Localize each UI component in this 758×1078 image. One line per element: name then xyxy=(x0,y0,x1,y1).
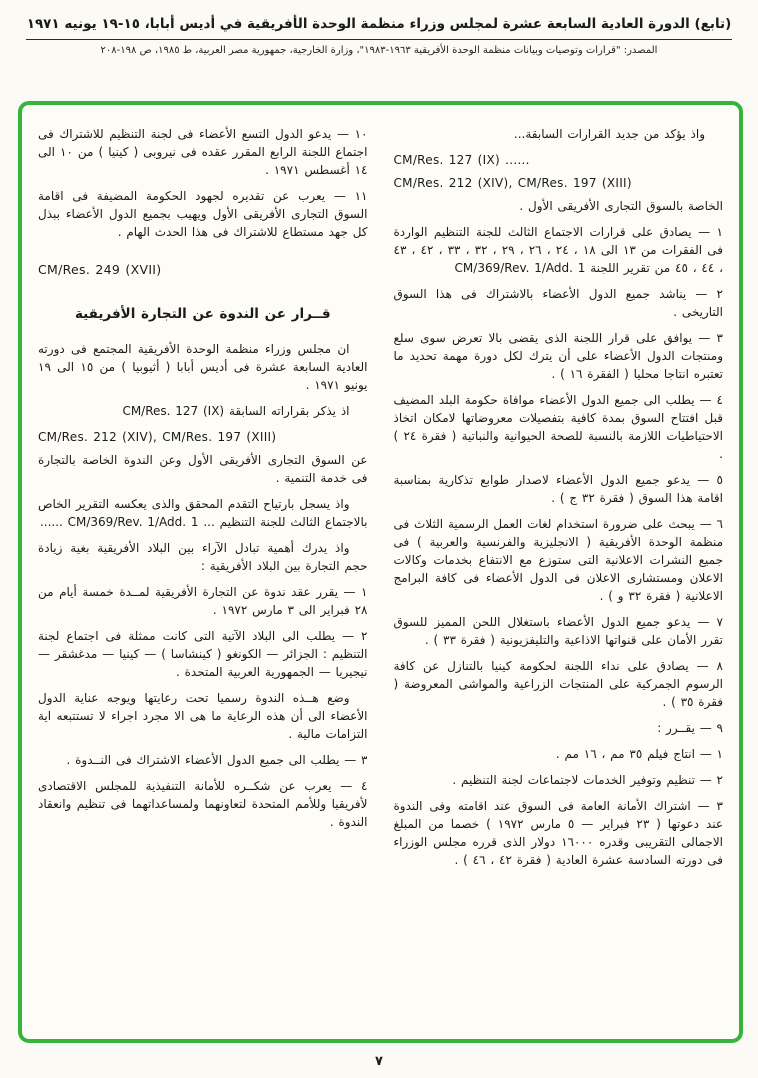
paragraph: عن السوق التجارى الأفريقى الأول وعن الندوة الخاصة بالتجارة فى خدمة التنمية . xyxy=(38,453,368,485)
source-citation: المصدر: "قرارات وتوصيات وبيانات منظمة الوحدة الأفريقية ١٩٦٣-١٩٨٣"، وزارة الخارجية، جمهورية مصر العربية، ط ١٩٨٥، ص ١٩٨-٢٠٨ xyxy=(100,45,658,56)
paragraph: ان مجلس وزراء منظمة الوحدة الأفريقية المجتمع فى دورته العادية السابعة عشرة فى أديس أبابا ( أثيوبيا ) من ١٥ الى ١٩ يونيو ١٩٧١ . xyxy=(38,342,368,392)
paragraph: واذ يدرك أهمية تبادل الآراء بين البلاد الأفريقية بغية زيادة حجم التجارة بين البلاد الأفريقية : xyxy=(38,541,368,573)
paragraph: واذ يؤكد من جديد القرارات السابقة... xyxy=(513,127,705,141)
paragraph: ٢ — تنظيم وتوفير الخدمات لاجتماعات لجنة التنظيم . xyxy=(452,773,723,787)
paragraph: واذ يسجل بارتياح التقدم المحقق والذى يعكسه التقرير الخاص بالاجتماع الثالث للجنة التنظيم ... CM/369/Rev. 1/Add. 1 ...... xyxy=(38,497,368,529)
column-left xyxy=(38,125,368,1027)
paragraph: ٢ — يناشد جميع الدول الأعضاء بالاشتراك فى هذا السوق التاريخى . xyxy=(393,287,723,319)
page-number: ٧ xyxy=(375,1054,383,1069)
paragraph: ٦ — يبحث على ضرورة استخدام لغات العمل الرسمية الثلاث فى منظمة الوحدة الأفريقية ( الانجليزية والفرنسية والعربية ) فى جميع النشرات الاعلانية التى ستوزع مع الانتفاع بخدمات وكالات الاعلان ومستشارى الاعلان فى الدول الأعضاء فى كافة البرامج الاعلانية ( فقرة ٣٢ و ) . xyxy=(393,517,723,603)
paragraph: وضع هــذه الندوة رسميا تحت رعايتها ويوجه عناية الدول الأعضاء الى أن هذه الرعاية ما هى الا مجرد اجراء لا تستتبعه اية التزامات مالية . xyxy=(38,691,368,741)
paragraph: ٧ — يدعو جميع الدول الأعضاء باستغلال اللحن المميز للسوق تقرر الأمان على قنواتها الاذاعية والتليفزيونية ( فقرة ٣٣ ) . xyxy=(393,615,723,647)
resolution-reference: CM/Res. 212 (XIV), CM/Res. 197 (XIII) xyxy=(393,176,632,190)
document-title: (تابع) الدورة العادية السابعة عشرة لمجلس وزراء منظمة الوحدة الأفريقية في أديس أبابا، ١٥-١٩ يونيه ١٩٧١ xyxy=(26,16,732,32)
column-right xyxy=(394,125,724,1027)
paragraph: ٣ — اشتراك الأمانة العامة فى السوق عند اقامته وفى الندوة عند دعوتها ( ٢٣ فبراير — ٥ مارس ١٩٧٢ ) خصما من المبلغ الاجمالى التقريبى وقدره ١٦٠٠٠ دولار الذى قرره مجلس الوزراء فى دورته السادسة عشرة العادية ( فقرة ٤٢ ، ٤٦ ) . xyxy=(393,799,724,867)
paragraph: ٩ — يقــرر : xyxy=(657,721,723,735)
header-divider xyxy=(26,39,732,40)
paragraph: ٥ — يدعو جميع الدول الأعضاء لاصدار طوابع تذكارية بمناسبة اقامة هذا السوق ( فقرة ٣٢ ج ) . xyxy=(393,473,723,505)
paragraph: ٣ — يوافق على قرار اللجنة الذى يقضى بالا تعرض سوى سلع ومنتجات الدول الأعضاء على أن يترك لكل دورة مهمة تحديد ما تعتبره انتاجا محليا ( الفقرة ١٦ ) . xyxy=(393,331,723,381)
resolution-reference: CM/Res. 249 (XVII) xyxy=(38,262,162,277)
paragraph: ١ — يقرر عقد ندوة عن التجارة الأفريقية لمــدة خمسة أيام من ٢٨ فبراير الى ٣ مارس ١٩٧٢ . xyxy=(38,585,368,617)
paragraph: ٤ — يطلب الى جميع الدول الأعضاء موافاة حكومة البلد المضيف قبل افتتاح السوق بمدة كافية بتفصيلات معروضاتها لامكان اتخاذ الاحتياطيات اللازمة بالنسبة للصحة الحيوانية والنباتية ( فقرة ٢٤ ) . xyxy=(393,393,724,461)
resolution-heading: قــرار عن الندوة عن التجارة الأفريقية xyxy=(74,305,331,322)
paragraph: ٣ — يطلب الى جميع الدول الأعضاء الاشتراك فى النــدوة . xyxy=(66,753,368,767)
green-frame xyxy=(18,101,743,1043)
resolution-reference: CM/Res. 212 (XIV), CM/Res. 197 (XIII) xyxy=(38,430,277,444)
paragraph: ٤ — يعرب عن شكــره للأمانة التنفيذية للمجلس الاقتصادى لأفريقيا وللأمم المتحدة لتعاونهما ولمساعداتهما فى تنظيم وانعقاد الندوة . xyxy=(38,779,368,829)
paragraph: ١ — يصادق على قرارات الاجتماع الثالث للجنة التنظيم الواردة فى الفقرات من ١٣ الى ١٨ ، ٢٤ ، ٢٦ ، ٢٩ ، ٣٢ ، ٣٣ ، ٤٢ ، ٤٣ ، ٤٤ ، ٤٥ من تقرير اللجنة CM/369/Rev. 1/Add. 1 xyxy=(393,225,723,275)
paragraph: اذ يذكر بقراراته السابقة CM/Res. 127 (IX) xyxy=(122,404,350,418)
resolution-reference: CM/Res. 127 (IX) ...... xyxy=(393,153,530,167)
paragraph: ١١ — يعرب عن تقديره لجهود الحكومة المضيفة فى اقامة السوق التجارى الأفريقى الأول ويهيب بجميع الدول الأعضاء ببذل كل جهد مستطاع للاشتراك فى هذا الحدث الهام . xyxy=(38,189,368,239)
paragraph: ٨ — يصادق على نداء اللجنة لحكومة كينيا بالتنازل عن كافة الرسوم الجمركية على المنتجات الزراعية والمواشى المعروضة ( فقرة ٣٥ ) . xyxy=(393,659,723,709)
text-columns xyxy=(38,125,723,1027)
paragraph: الخاصة بالسوق التجارى الأفريقى الأول . xyxy=(519,199,723,213)
paragraph: ١ — انتاج فيلم ٣٥ مم ، ١٦ مم . xyxy=(555,747,723,761)
paragraph: ٢ — يطلب الى البلاد الآتية التى كانت ممثلة فى اجتماع لجنة التنظيم : الجزائر — الكونغو ( كينشاسا ) — كينيا — مدغشقر — نيجيريا — الجمهورية العربية المتحدة . xyxy=(38,629,368,679)
page-header xyxy=(0,0,758,56)
paragraph: ١٠ — يدعو الدول التسع الأعضاء فى لجنة التنظيم للاشتراك فى اجتماع اللجنة الرابع المقرر عقده فى نيروبى ( كينيا ) من ١٠ الى ١٤ أغسطس ١٩٧١ . xyxy=(38,127,368,177)
